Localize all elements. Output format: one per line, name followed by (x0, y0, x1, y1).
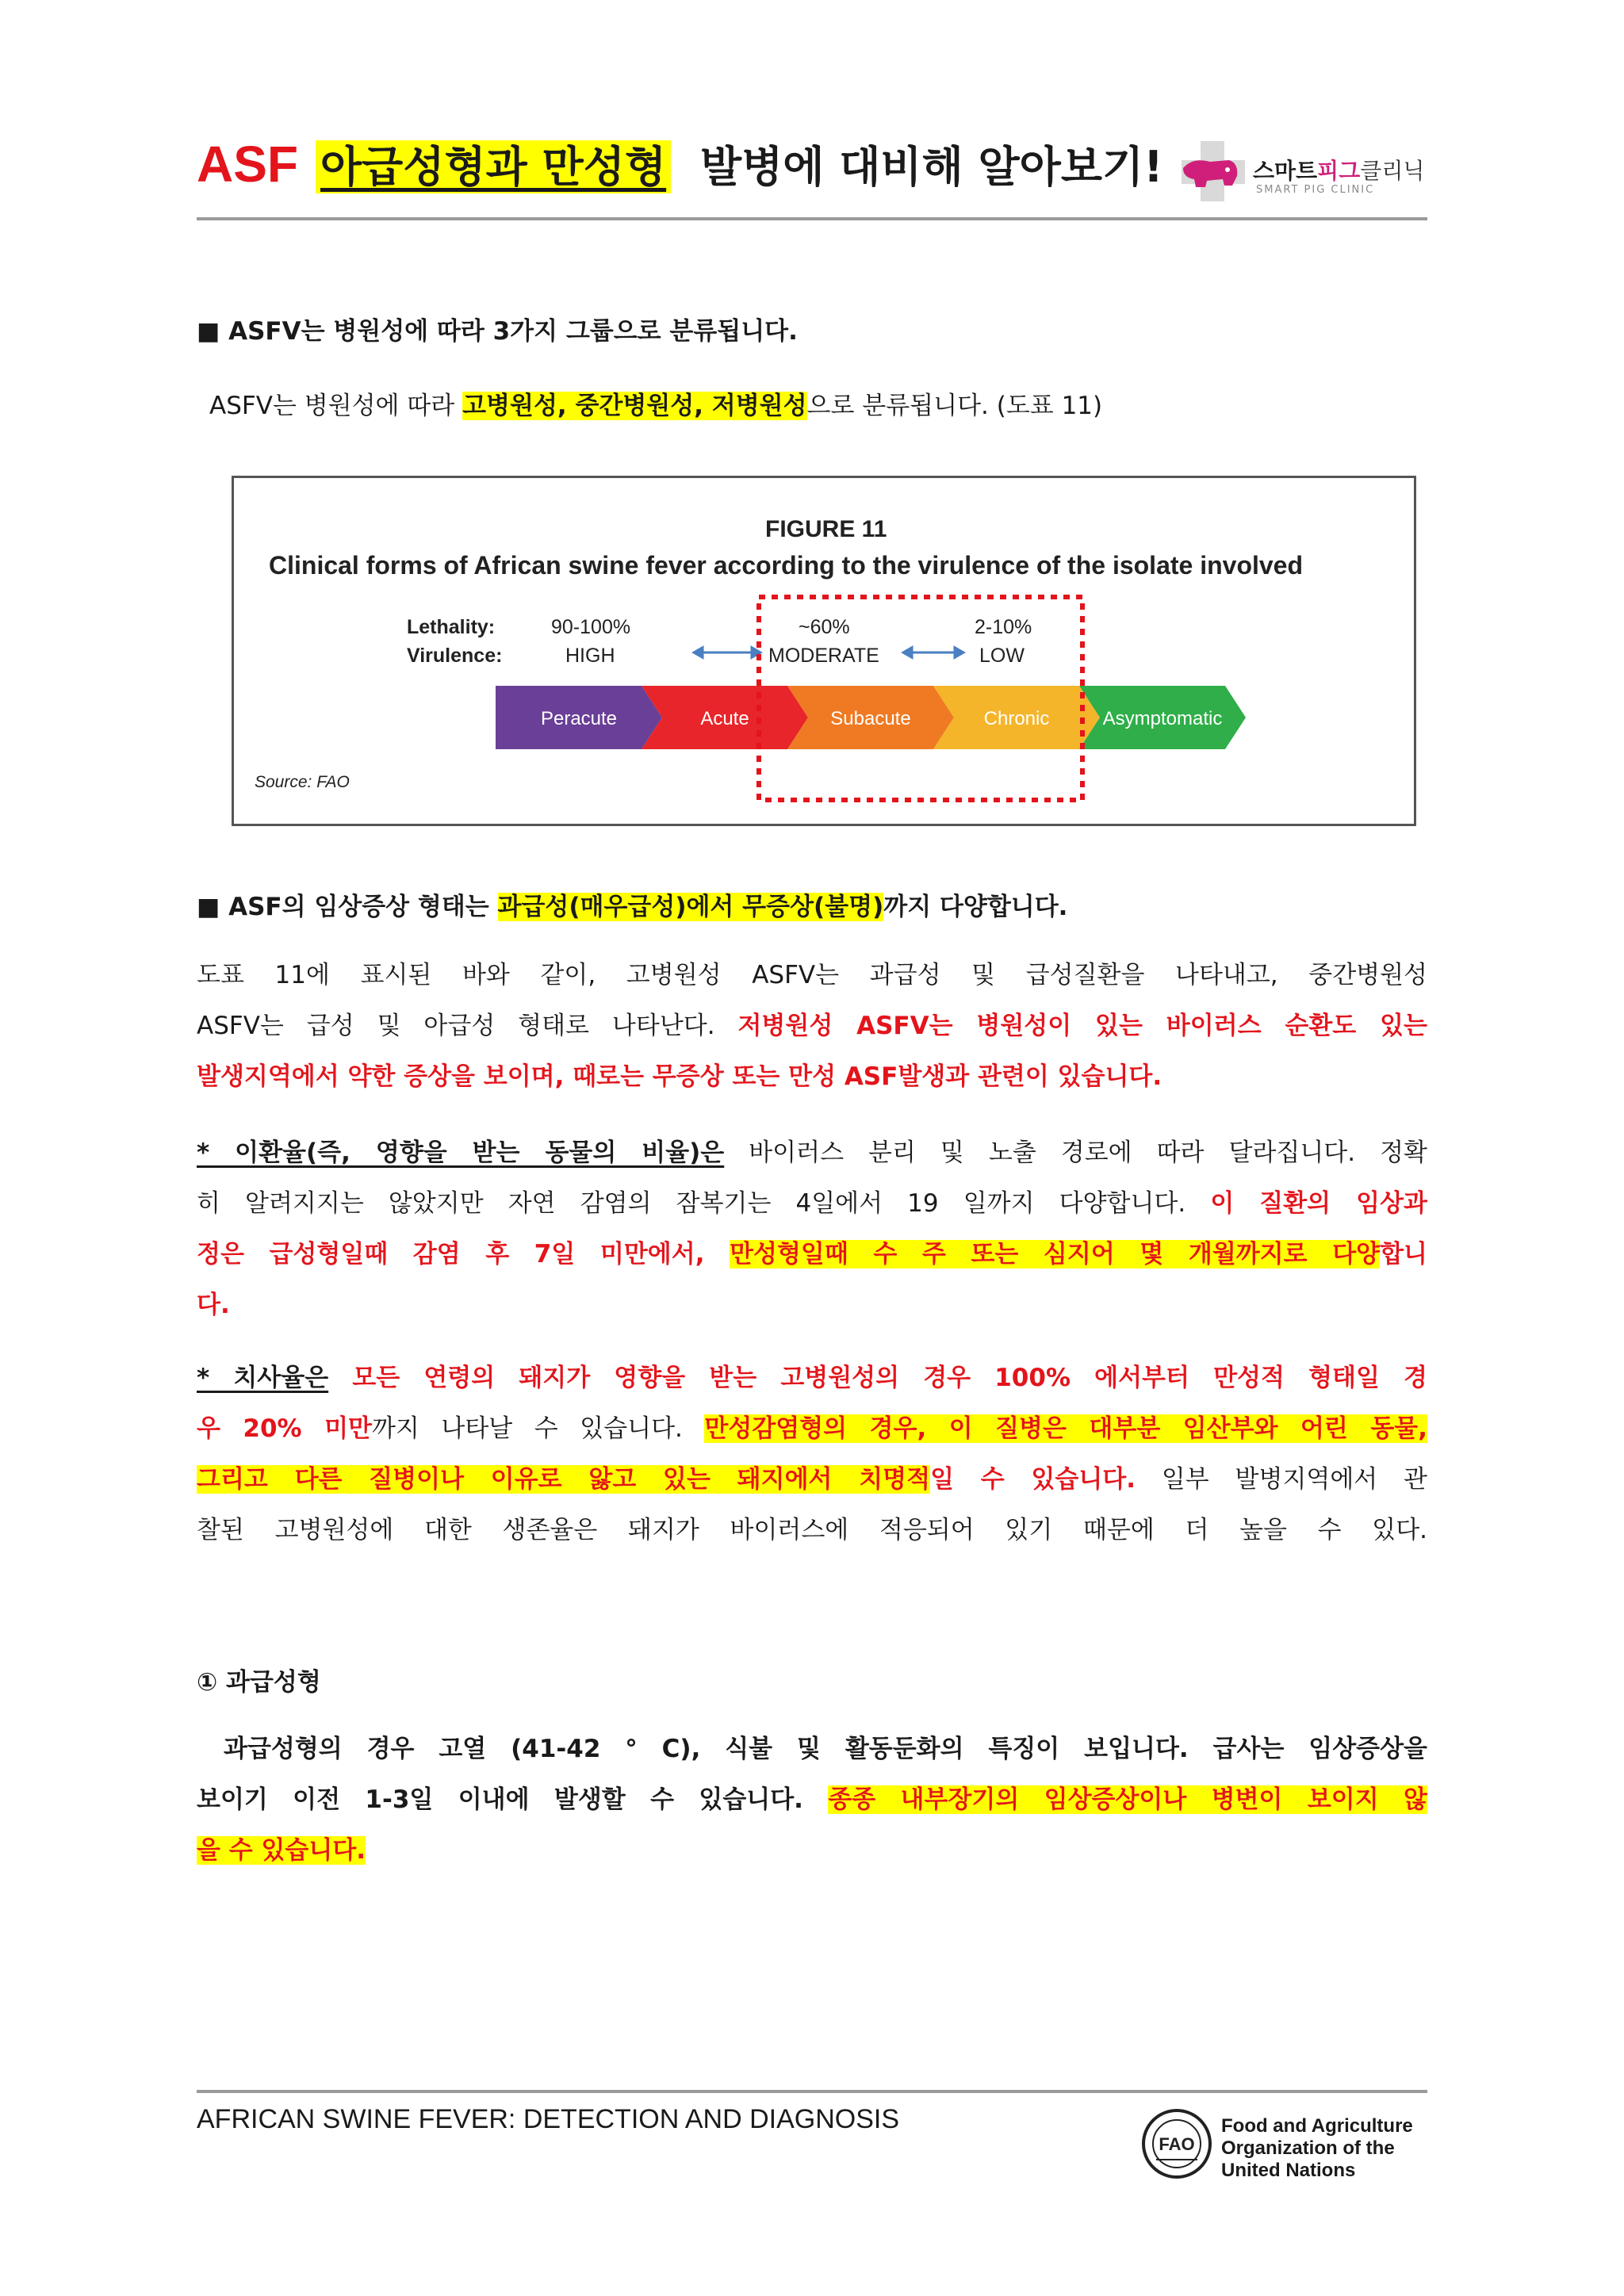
double-arrow-1 (692, 646, 762, 659)
figure-11 (232, 476, 1416, 826)
svg-text:FAO: FAO (1159, 2134, 1195, 2154)
footer-title: AFRICAN SWINE FEVER: DETECTION AND DIAGNOSIS (197, 2104, 899, 2134)
paragraph-2: * 이환율(즉, 영향을 받는 동물의 비율)은 바이러스 분리 및 노출 경로에 따라 달라집니다. 정확 히 알려지지는 않았지만 자연 감염의 잠복기는 4일에서 19 일까지 다양합니다. 이 질환의 임상과 정은 급성형일때 감염 후 7일 미만에서, 만성형일때 수 주 또는 심지어 몇 개월까지로 다양합니 다. (197, 1138, 1427, 1319)
section3-heading: ① 과급성형 (197, 1668, 321, 1697)
title-asf: ASF (197, 136, 298, 193)
virulence-high: HIGH (565, 645, 615, 667)
stage-label-asymptomatic: Asymptomatic (1102, 708, 1223, 729)
paragraph-3: * 치사율은 모든 연령의 돼지가 영향을 받는 고병원성의 경우 100% 에서부터 만성적 형태일 경 우 20% 미만까지 나타날 수 있습니다. 만성감염형의 경우, 이 질병은 대부분 임산부와 어린 동물, 그리고 다른 질병이나 이유로 앓고 있는 돼지에서 치명적일 수 있습니다. 일부 발병지역에서 관 찰된 고병원성에 대한 생존율은 돼지가 바이러스에 적응되어 있기 때문에 더 높을 수 있다. (197, 1364, 1428, 1544)
paragraph-4: 과급성형의 경우 고열 (41-42 ° C), 식불 및 활동둔화의 특징이 보입니다. 급사는 임상증상을 보이기 이전 1-3일 이내에 발생할 수 있습니다. 종종 내부장기의 임상증상이나 병변이 보이지 않 을 수 있습니다. (197, 1735, 1427, 1865)
smart-pig-clinic-logo (1177, 140, 1425, 203)
lethality-high: 90-100% (551, 616, 631, 638)
fao-logo-icon (1140, 2107, 1213, 2180)
header-rule (197, 217, 1427, 220)
stage-label-peracute: Peracute (540, 708, 618, 729)
virulence-label: Virulence: (407, 645, 503, 667)
footer-rule (197, 2090, 1427, 2093)
section1-text: ASFV는 병원성에 따라 고병원성, 중간병원성, 저병원성으로 분류됩니다. (도표 11) (209, 392, 1103, 420)
figure-title: Clinical forms of African swine fever according to the virulence of the isolate involved (269, 551, 1304, 580)
virulence-moderate: MODERATE (768, 645, 879, 667)
stage-label-acute: Acute (700, 708, 749, 729)
title-highlight: 아급성형과 만성형 (316, 140, 671, 193)
stage-label-subacute: Subacute (830, 708, 911, 729)
figure-source: Source: FAO (255, 773, 350, 791)
figure-label: FIGURE 11 (765, 516, 887, 542)
logo-korean: 스마트피그클리닉 (1253, 158, 1425, 184)
paragraph-1: 도표 11에 표시된 바와 같이, 고병원성 ASFV는 과급성 및 급성질환을 나타내고, 중간병원성 ASFV는 급성 및 아급성 형태로 나타난다. 저병원성 ASFV는 병원성이 있는 바이러스 순환도 있는 발생지역에서 약한 증상을 보이며, 때로는 무증상 또는 만성 ASF발생과 관련이 있습니다. (197, 961, 1427, 1091)
section1-heading: ■ ASFV는 병원성에 따라 3가지 그룹으로 분류됩니다. (197, 317, 798, 346)
figure-graphic (234, 478, 1414, 824)
virulence-low: LOW (979, 645, 1025, 667)
lethality-label: Lethality: (407, 616, 496, 638)
lethality-low: 2-10% (975, 616, 1032, 638)
stage-label-chronic: Chronic (983, 708, 1050, 729)
logo-english: SMART PIG CLINIC (1256, 184, 1375, 196)
fao-name: Food and Agriculture Organization of the United Nations (1221, 2115, 1413, 2181)
double-arrow-2 (902, 646, 965, 659)
lethality-moderate: ~60% (799, 616, 850, 638)
section2-heading: ■ ASF의 임상증상 형태는 과급성(매우급성)에서 무증상(불명)까지 다양합니다. (197, 893, 1068, 921)
pig-cross-icon (1177, 140, 1253, 203)
title-rest: 발병에 대비해 알아보기! (699, 142, 1163, 192)
page-title (197, 133, 1163, 194)
